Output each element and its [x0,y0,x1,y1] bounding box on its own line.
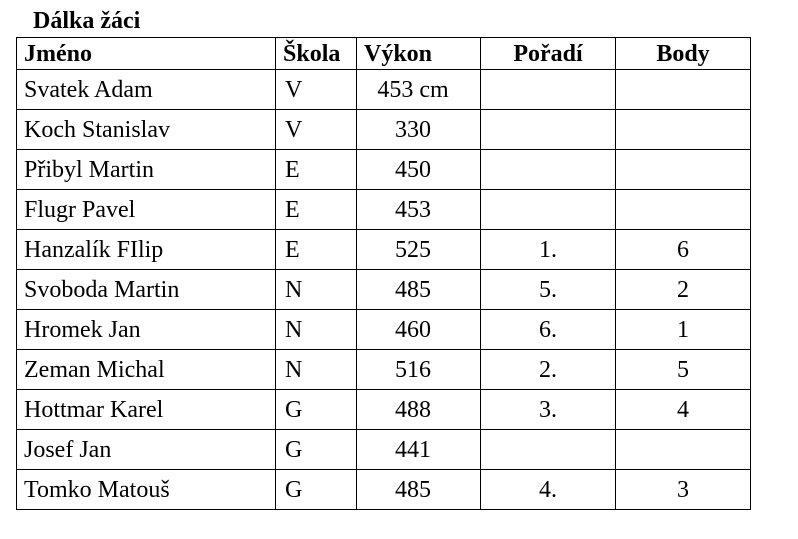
table-row [17,310,751,350]
performance-value: 485 [395,276,431,303]
table-row [17,70,751,110]
cell-points: 5 [616,350,751,390]
header-name: Jméno [17,38,276,70]
cell-school: N [276,350,357,390]
cell-name: Tomko Matouš [17,470,276,510]
performance-value: 516 [395,356,431,383]
table-row [17,110,751,150]
cell-points [616,190,751,230]
table-row [17,470,751,510]
cell-rank [481,150,616,190]
cell-performance [357,70,481,110]
table-row [17,230,751,270]
cell-points [616,430,751,470]
cell-school: E [276,230,357,270]
cell-name: Josef Jan [17,430,276,470]
performance-value: 488 [395,396,431,423]
header-performance: Výkon [357,38,481,70]
cell-rank: 5. [481,270,616,310]
cell-performance [357,270,481,310]
cell-rank [481,430,616,470]
cell-rank: 3. [481,390,616,430]
table-row [17,350,751,390]
cell-school: V [276,70,357,110]
cell-performance [357,110,481,150]
performance-value: 453 [395,196,431,223]
cell-performance [357,470,481,510]
cell-performance [357,190,481,230]
cell-points [616,70,751,110]
document-title: Dálka žáci [33,8,141,34]
cell-points [616,150,751,190]
cell-performance [357,390,481,430]
cell-points: 2 [616,270,751,310]
cell-name: Hromek Jan [17,310,276,350]
cell-rank [481,190,616,230]
performance-value: 450 [395,156,431,183]
cell-points: 6 [616,230,751,270]
cell-school: G [276,430,357,470]
cell-name: Svoboda Martin [17,270,276,310]
performance-value: 525 [395,236,431,263]
cell-rank: 6. [481,310,616,350]
cell-name: Hanzalík FIlip [17,230,276,270]
table-row [17,270,751,310]
cell-points [616,110,751,150]
cell-name: Svatek Adam [17,70,276,110]
performance-value: 441 [395,436,431,463]
cell-name: Koch Stanislav [17,110,276,150]
cell-points: 1 [616,310,751,350]
cell-school: N [276,310,357,350]
header-row [17,38,751,70]
table-row [17,150,751,190]
cell-school: E [276,150,357,190]
header-points: Body [616,38,751,70]
cell-name: Zeman Michal [17,350,276,390]
cell-school: V [276,110,357,150]
cell-rank: 1. [481,230,616,270]
cell-school: N [276,270,357,310]
cell-name: Přibyl Martin [17,150,276,190]
cell-name: Hottmar Karel [17,390,276,430]
results-table [16,37,751,510]
header-school: Škola [276,38,357,70]
cell-performance [357,150,481,190]
cell-rank: 2. [481,350,616,390]
cell-points: 4 [616,390,751,430]
cell-rank [481,110,616,150]
cell-school: G [276,470,357,510]
performance-value: 330 [395,116,431,143]
cell-rank: 4. [481,470,616,510]
cell-performance [357,310,481,350]
cell-performance [357,430,481,470]
cell-performance [357,230,481,270]
table-row [17,390,751,430]
cell-points: 3 [616,470,751,510]
performance-value: 460 [395,316,431,343]
cell-performance [357,350,481,390]
header-rank: Pořadí [481,38,616,70]
performance-value: 453 cm [377,76,449,103]
table-row [17,430,751,470]
cell-school: E [276,190,357,230]
cell-rank [481,70,616,110]
table-row [17,190,751,230]
performance-value: 485 [395,476,431,503]
cell-name: Flugr Pavel [17,190,276,230]
cell-school: G [276,390,357,430]
